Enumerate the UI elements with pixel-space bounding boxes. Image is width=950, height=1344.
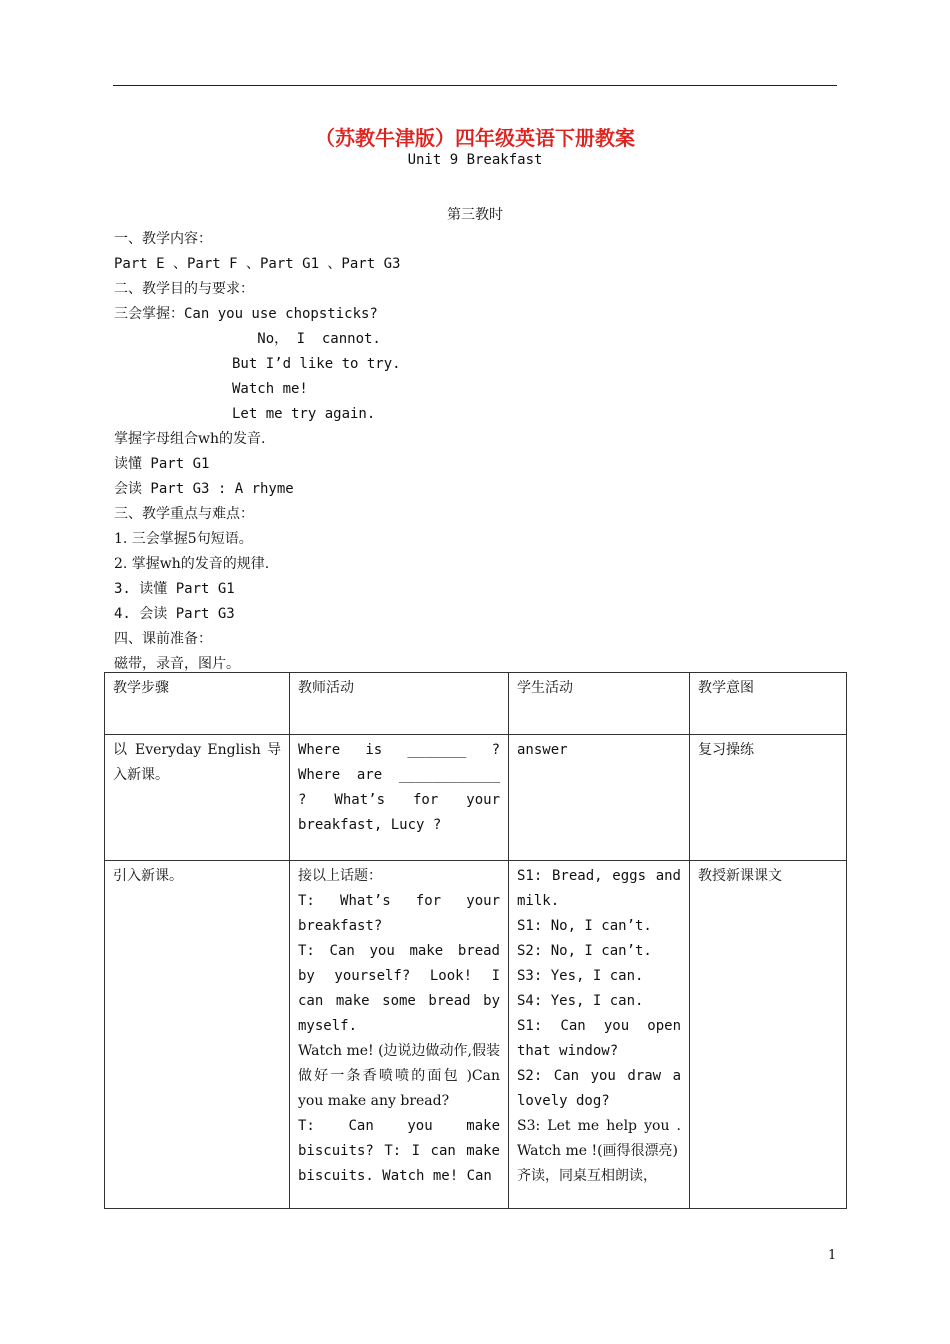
cell-text: answer [517,742,568,758]
cell-line: S4: Yes, I can. [517,993,644,1009]
cell-line: S2: No, I can’t. [517,943,652,959]
cell-teacher [290,861,509,1209]
cell-step: 引入新课。 [105,861,290,1209]
body-line: 二、教学目的与要求： [114,281,254,297]
document-subtitle: Unit 9 Breakfast [407,152,543,168]
header-cell-intent: 教学意图 [690,673,847,735]
body-line: 会读 Part G3 : A rhyme [114,481,294,497]
cell-line: T: Can you make bread by yourself? Look! I can make some bread by myself. [298,943,500,1034]
body-line: But I’d like to try. [114,356,401,372]
cell-line: T: Can you make biscuits? T: I can make biscuits. Watch me! Can [298,1118,500,1184]
cell-text: Where is _______ ? Where are ____________ ? What’s for your breakfast, Lucy ? [298,742,500,833]
cell-line: S1: No, I can’t. [517,918,652,934]
cell-intent: 教授新课课文 [690,861,847,1209]
cell-line: S3: Let me help you . Watch me !(画得很漂亮) [517,1118,681,1159]
body-line: Part E 、Part F 、Part G1 、Part G3 [114,256,401,272]
cell-intent: 复习操练 [690,735,847,861]
cell-line: 齐读，同桌互相朗读， [517,1168,657,1184]
table-row [105,861,847,1209]
cell-line: T: What’s for your breakfast? [298,893,500,934]
cell-line: S3: Yes, I can. [517,968,644,984]
document-title: （苏教牛津版）四年级英语下册教案 [315,126,635,150]
lesson-plan-table [104,672,847,1209]
cell-step: 以 Everyday English 导入新课。 [105,735,290,861]
body-line: 3. 读懂 Part G1 [114,581,235,597]
body-line: 三、教学重点与难点： [114,506,254,522]
body-line: No， I cannot. [114,331,381,347]
body-line: Watch me! [114,381,308,397]
body-line: 2. 掌握wh的发音的规律. [114,556,270,572]
header-rule [113,85,837,86]
body-line: 4. 会读 Part G3 [114,606,235,622]
page-number: 1 [828,1248,837,1263]
cell-student [509,861,690,1209]
body-line: 1. 三会掌握5句短语。 [114,531,253,547]
header-cell-student: 学生活动 [509,673,690,735]
cell-student [509,735,690,861]
body-line: 一、教学内容： [114,231,212,247]
header-cell-step: 教学步骤 [105,673,290,735]
cell-line: S2: Can you draw a lovely dog? [517,1068,681,1109]
body-line: 磁带，录音，图片。 [114,656,240,672]
body-line: Let me try again. [114,406,376,422]
lesson-body [114,227,834,677]
table-header-row [105,673,847,735]
body-line: 四、课前准备： [114,631,212,647]
table-row [105,735,847,861]
cell-line: Watch me! (边说边做动作,假装做好一条香喷喷的面包 )Can you make any bread? [298,1043,501,1109]
body-line: 三会掌握：Can you use chopsticks? [114,306,378,322]
body-line: 读懂 Part G1 [114,456,210,472]
lesson-heading: 第三教时 [447,207,503,223]
cell-teacher [290,735,509,861]
cell-line: 接以上话题： [298,868,382,884]
header-cell-teacher: 教师活动 [290,673,509,735]
cell-line: S1: Bread, eggs and milk. [517,868,681,909]
body-line: 掌握字母组合wh的发音. [114,431,266,447]
cell-line: S1: Can you open that window? [517,1018,681,1059]
